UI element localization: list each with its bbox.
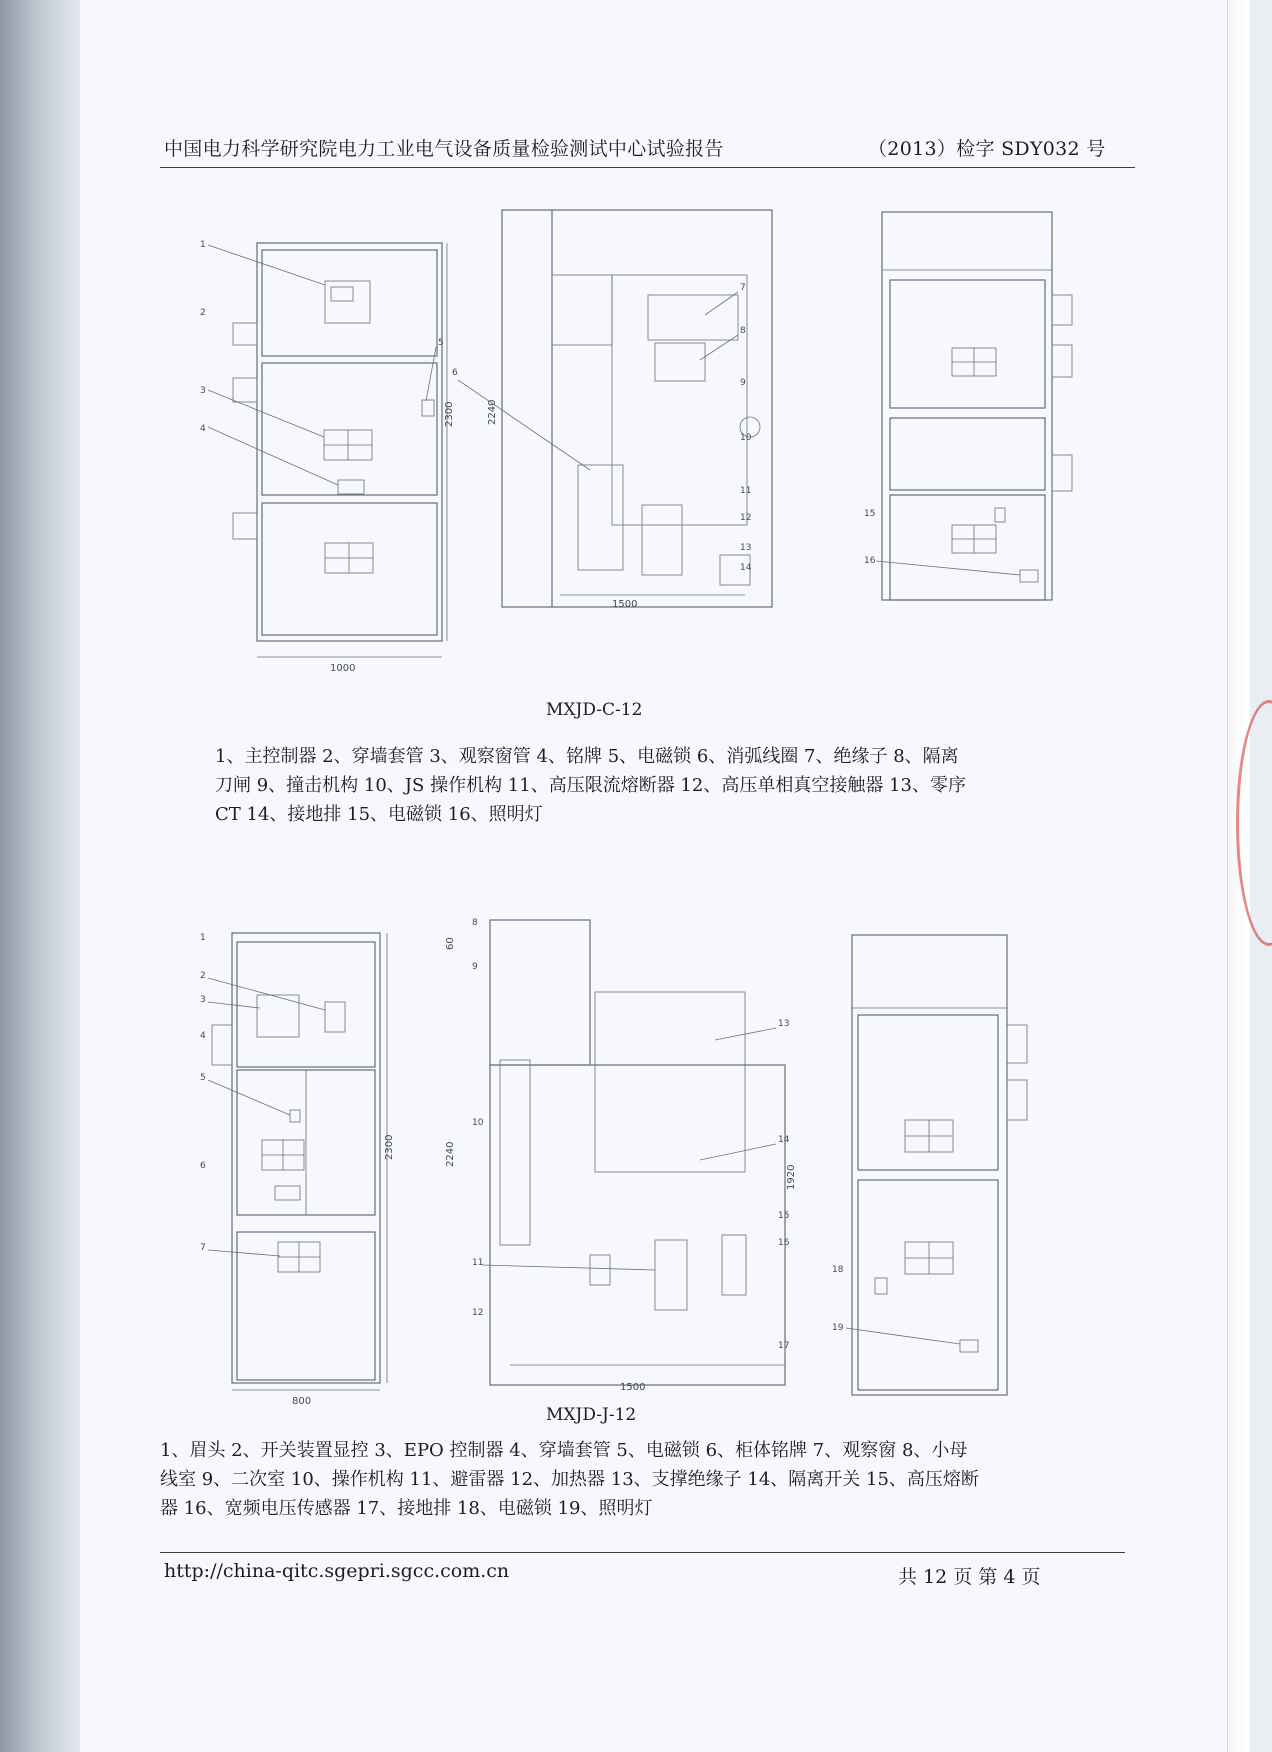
figure1-legend-line: 1、主控制器 2、穿墙套管 3、观察窗管 4、铭牌 5、电磁锁 6、消弧线圈 7、绝缘子 8、隔离	[215, 746, 959, 767]
callout-j4: 4	[200, 1031, 206, 1041]
figure2-caption: MXJD-J-12	[546, 1405, 637, 1425]
callout-j9: 9	[472, 962, 478, 972]
callout-9: 9	[740, 378, 746, 388]
callout-j5: 5	[200, 1073, 206, 1083]
figure2-legend	[160, 1436, 979, 1523]
dim-width-c: 1000	[330, 663, 356, 674]
figure2-legend-line: 线室 9、二次室 10、操作机构 11、避雷器 12、加热器 13、支撑绝缘子 14、隔离开关 15、高压熔断	[160, 1469, 979, 1490]
dim-upper-j: 60	[445, 937, 456, 950]
report-number: （2013）检字 SDY032 号	[868, 138, 1106, 160]
callout-j2: 2	[200, 971, 206, 981]
callout-12: 12	[740, 513, 752, 523]
figure-mxjd-c-12-drawing	[200, 215, 1100, 695]
callout-14: 14	[740, 563, 752, 573]
dim-height-c: 2300	[444, 401, 455, 427]
front-view-j	[200, 933, 395, 1407]
callout-j13: 13	[778, 1019, 790, 1029]
figure2-legend-line: 器 16、宽频电压传感器 17、接地排 18、电磁锁 19、照明灯	[160, 1498, 653, 1519]
dim-inner-height-c: 2240	[487, 399, 498, 425]
figure1-legend-line: CT 14、接地排 15、电磁锁 16、照明灯	[215, 804, 543, 825]
callout-3: 3	[200, 386, 206, 396]
dim-depth-c: 1500	[612, 599, 638, 610]
callout-11: 11	[740, 486, 752, 496]
footer-rule	[160, 1552, 1125, 1553]
side-view-c	[452, 210, 772, 610]
report-header-title: 中国电力科学研究院电力工业电气设备质量检验测试中心试验报告	[164, 138, 724, 160]
callout-j19: 19	[832, 1323, 844, 1333]
callout-1: 1	[200, 240, 206, 250]
dim-inner-height-j: 2240	[445, 1141, 456, 1167]
callout-j18: 18	[832, 1265, 844, 1275]
front-view-c	[200, 240, 455, 674]
side-view-j	[445, 918, 797, 1393]
callout-j8: 8	[472, 918, 478, 928]
callout-10: 10	[740, 433, 752, 443]
figure1-caption: MXJD-C-12	[546, 700, 643, 720]
callout-6: 6	[452, 368, 458, 378]
dim-depth-j: 1500	[620, 1382, 646, 1393]
rear-view-c	[864, 212, 1072, 600]
callout-4: 4	[200, 424, 206, 434]
callout-j15: 15	[778, 1211, 790, 1221]
callout-j6: 6	[200, 1161, 206, 1171]
callout-j12: 12	[472, 1308, 484, 1318]
callout-16: 16	[864, 556, 876, 566]
callout-2: 2	[200, 308, 206, 318]
figure2-legend-line: 1、眉头 2、开关装置显控 3、EPO 控制器 4、穿墙套管 5、电磁锁 6、柜体铭牌 7、观察窗 8、小母	[160, 1440, 968, 1461]
page-number: 共 12 页 第 4 页	[898, 1566, 1041, 1588]
figure-mxjd-j-12-drawing	[200, 918, 1100, 1407]
callout-7: 7	[740, 283, 746, 293]
callout-j16: 16	[778, 1238, 790, 1248]
header-rule	[160, 167, 1135, 168]
callout-j3: 3	[200, 995, 206, 1005]
callout-j17: 17	[778, 1341, 790, 1351]
callout-j1: 1	[200, 933, 206, 943]
callout-15: 15	[864, 509, 876, 519]
dim-width-j: 800	[292, 1396, 312, 1407]
callout-j7: 7	[200, 1243, 206, 1253]
dim-height-j: 2300	[384, 1134, 395, 1160]
callout-5: 5	[438, 338, 444, 348]
callout-13: 13	[740, 543, 752, 553]
dim-lower-j: 1920	[786, 1164, 797, 1190]
callout-j10: 10	[472, 1118, 484, 1128]
callout-j14: 14	[778, 1135, 790, 1145]
figure1-legend	[215, 742, 966, 829]
footer-url: http://china-qitc.sgepri.sgcc.com.cn	[164, 1560, 510, 1582]
rear-view-j	[832, 935, 1027, 1395]
figure1-legend-line: 刀闸 9、撞击机构 10、JS 操作机构 11、高压限流熔断器 12、高压单相真空接触器 13、零序	[215, 775, 966, 796]
callout-j11: 11	[472, 1258, 484, 1268]
callout-8: 8	[740, 326, 746, 336]
